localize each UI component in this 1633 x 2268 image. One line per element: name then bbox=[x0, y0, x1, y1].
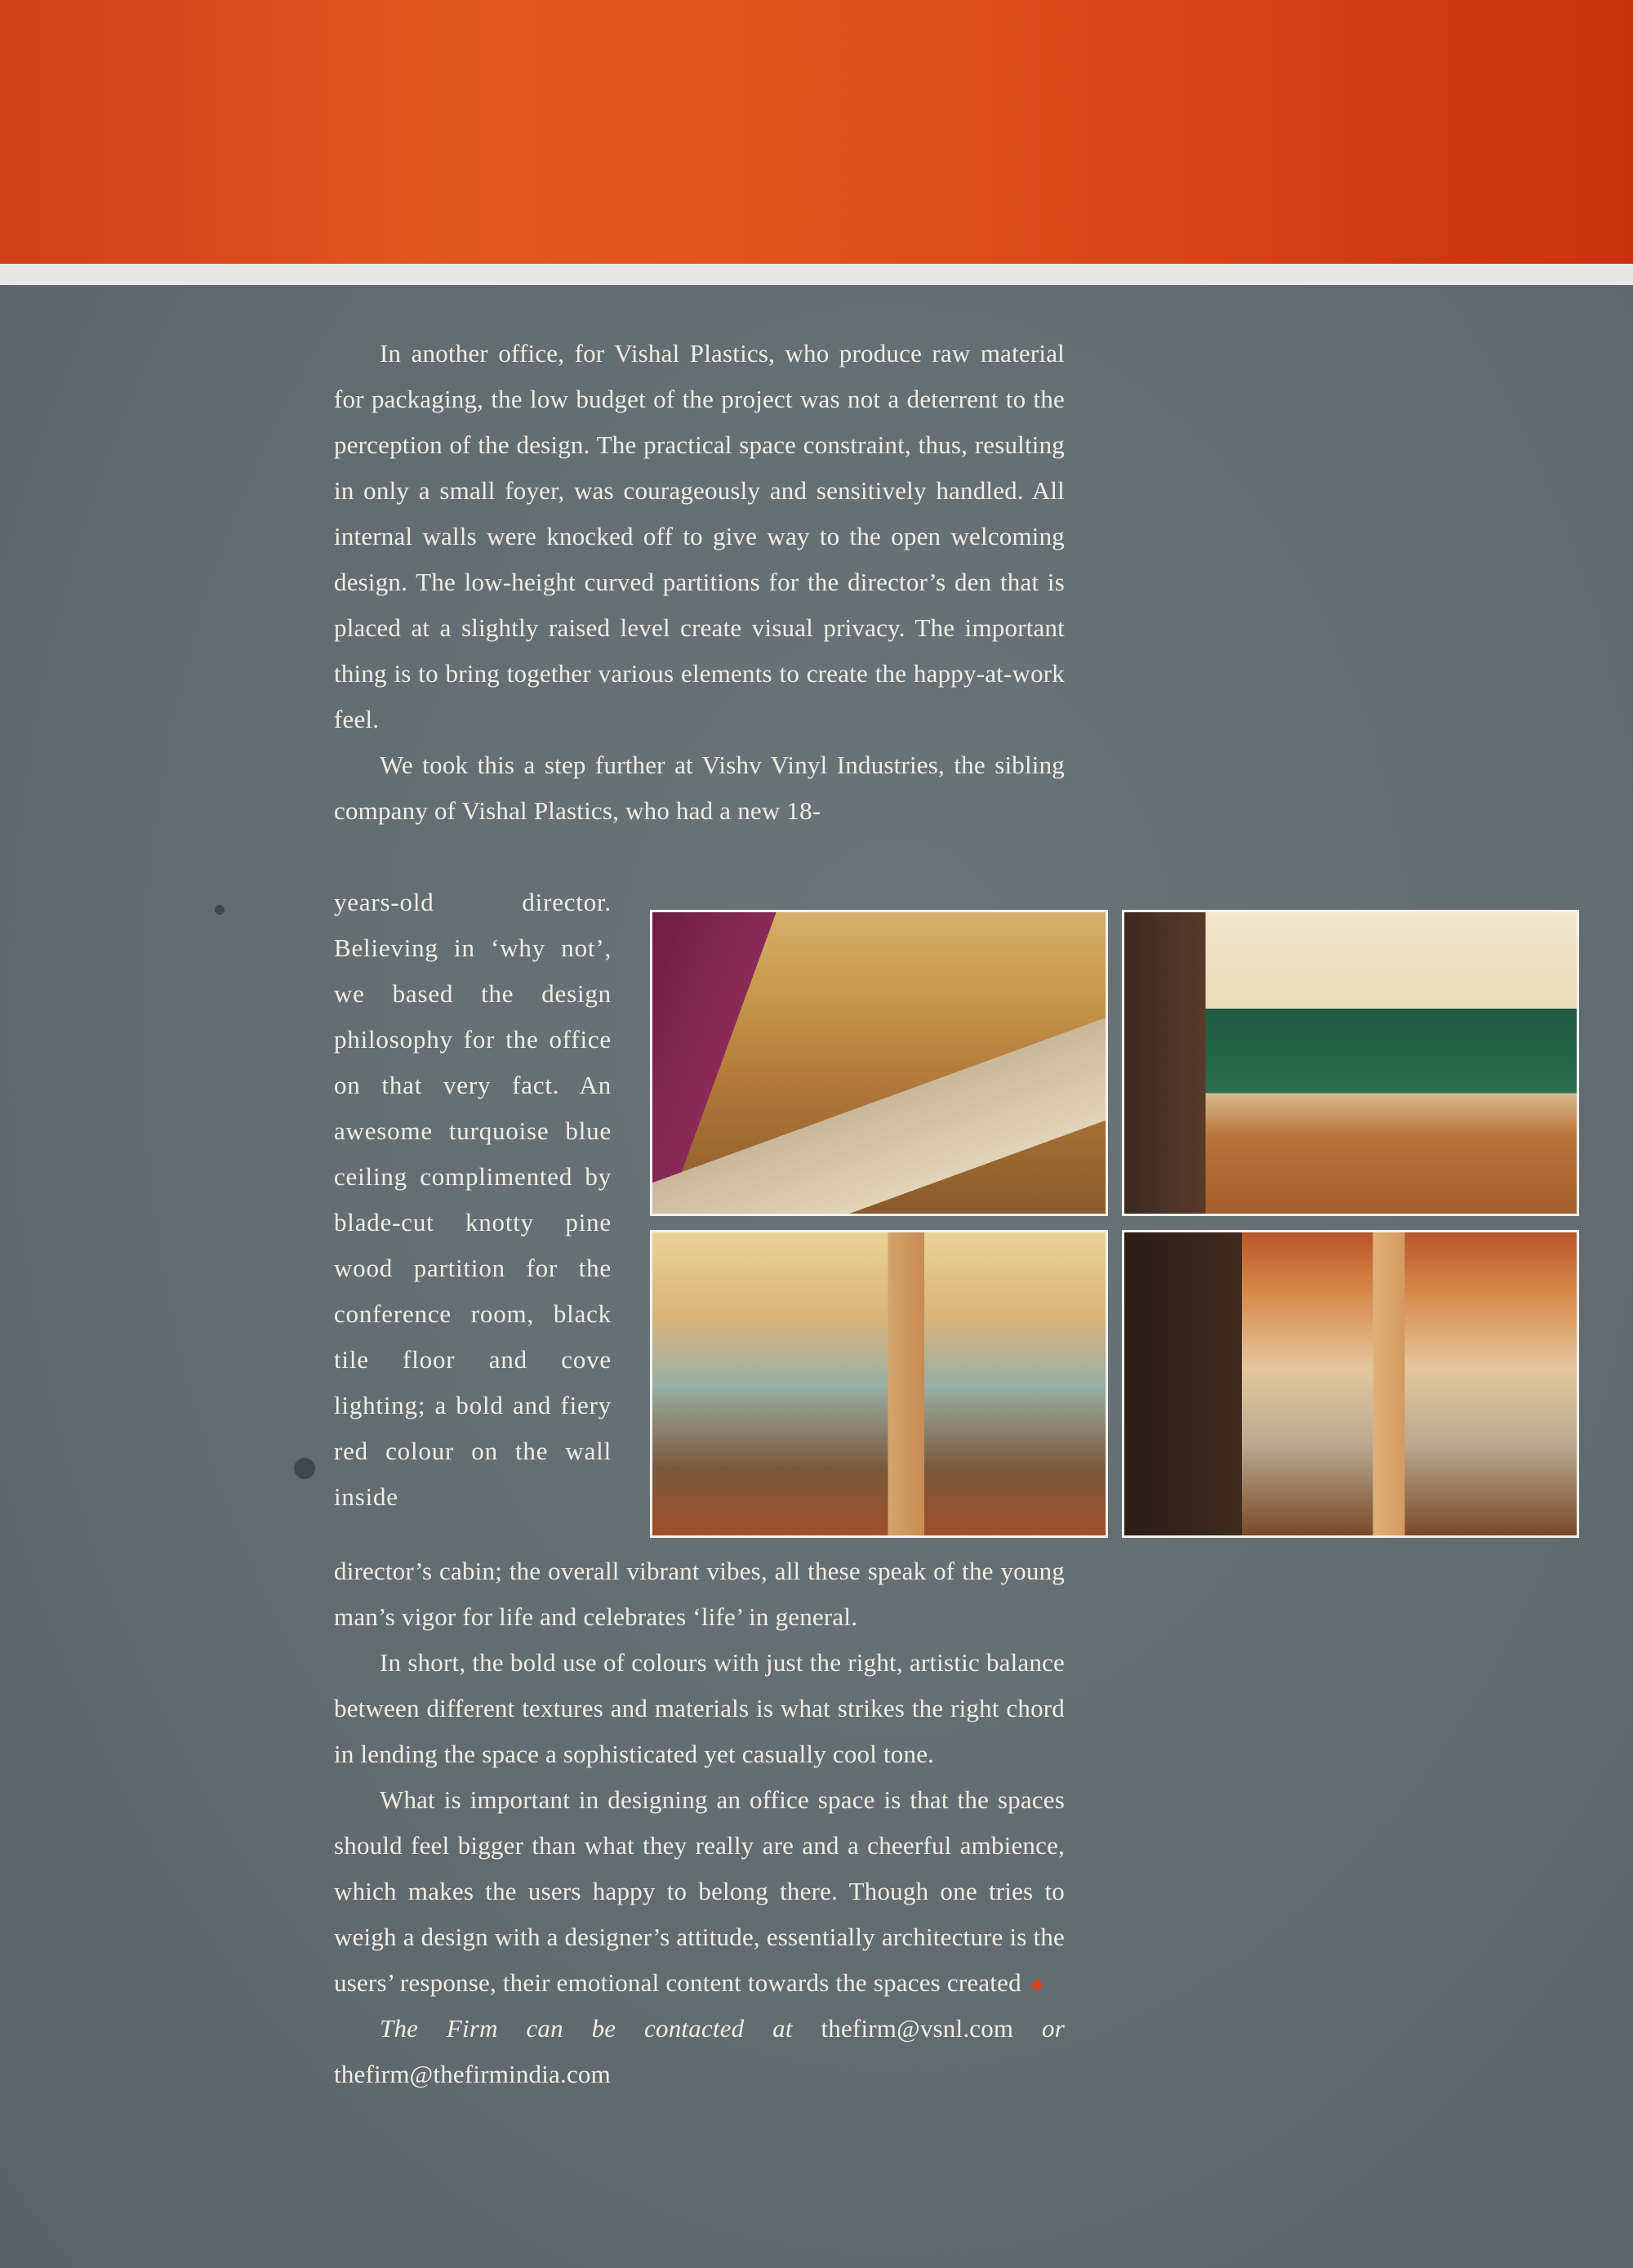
contact-email-secondary[interactable]: thefirm@thefirmindia.com bbox=[334, 2060, 611, 2088]
banner-divider-stripe bbox=[0, 264, 1633, 285]
office-photo-corridor bbox=[1122, 1230, 1579, 1538]
office-photo-workstations bbox=[650, 1230, 1108, 1538]
article-column-bottom bbox=[334, 1548, 1065, 2097]
paragraph-conclusion-text: What is important in designing an office space is that the spaces should feel bigger than what they really are and a cheerful ambience, which makes the users happy to belong there. Though one tries to weigh a design with a designer’s attitude, essentially architecture is the users’ response, their emotional content towards the spaces created bbox=[334, 1785, 1065, 1997]
contact-prefix: The Firm can be contacted at bbox=[380, 2014, 793, 2043]
print-speck bbox=[215, 905, 225, 915]
print-speck bbox=[294, 1458, 315, 1479]
article-column-top bbox=[334, 331, 1065, 834]
office-photo-foyer bbox=[650, 910, 1108, 1216]
contact-email-primary[interactable]: thefirm@vsnl.com bbox=[821, 2014, 1014, 2043]
paragraph-vishv-vinyl-intro: We took this a step further at Vishv Vinyl Industries, the sibling company of Vishal Plastics, who had a new 18- bbox=[334, 751, 1065, 825]
contact-line bbox=[334, 2006, 1065, 2097]
paragraph-bold-colours: In short, the bold use of colours with just the right, artistic balance between different textures and materials is what strikes the right chord in lending the space a sophisticated yet casually cool tone. bbox=[334, 1648, 1065, 1768]
paragraph-vishal-plastics: In another office, for Vishal Plastics, who produce raw material for packaging, the low budget of the project was not a deterrent to the perception of the design. The practical space constraint, thus, resulting in only a small foyer, was courageously and sensitively handled. All internal walls were knocked off to give way to the open welcoming design. The low-height curved partitions for the director’s den that is placed at a slightly raised level create visual privacy. The important thing is to bring together various elements to create the happy-at-work feel. bbox=[334, 339, 1065, 733]
article-column-narrow bbox=[334, 880, 612, 1520]
contact-or: or bbox=[1042, 2014, 1066, 2043]
top-color-banner bbox=[0, 0, 1633, 264]
end-mark-diamond-icon bbox=[1031, 1979, 1044, 1992]
paragraph-conclusion bbox=[334, 1777, 1065, 2006]
office-photo-director-cabin bbox=[1122, 910, 1579, 1216]
paragraph-vishv-vinyl-wrap: years-old director. Believing in ‘why not’, we based the design philosophy for the office on that very fact. An awesome turquoise blue ceiling complimented by blade-cut knotty pine wood partition for the conference room, black tile floor and cove lighting; a bold and fiery red colour on the wall inside bbox=[334, 888, 612, 1511]
paragraph-vishv-vinyl-end: director’s cabin; the overall vibrant vibes, all these speak of the young man’s vigor for life and celebrates ‘life’ in general. bbox=[334, 1557, 1065, 1631]
